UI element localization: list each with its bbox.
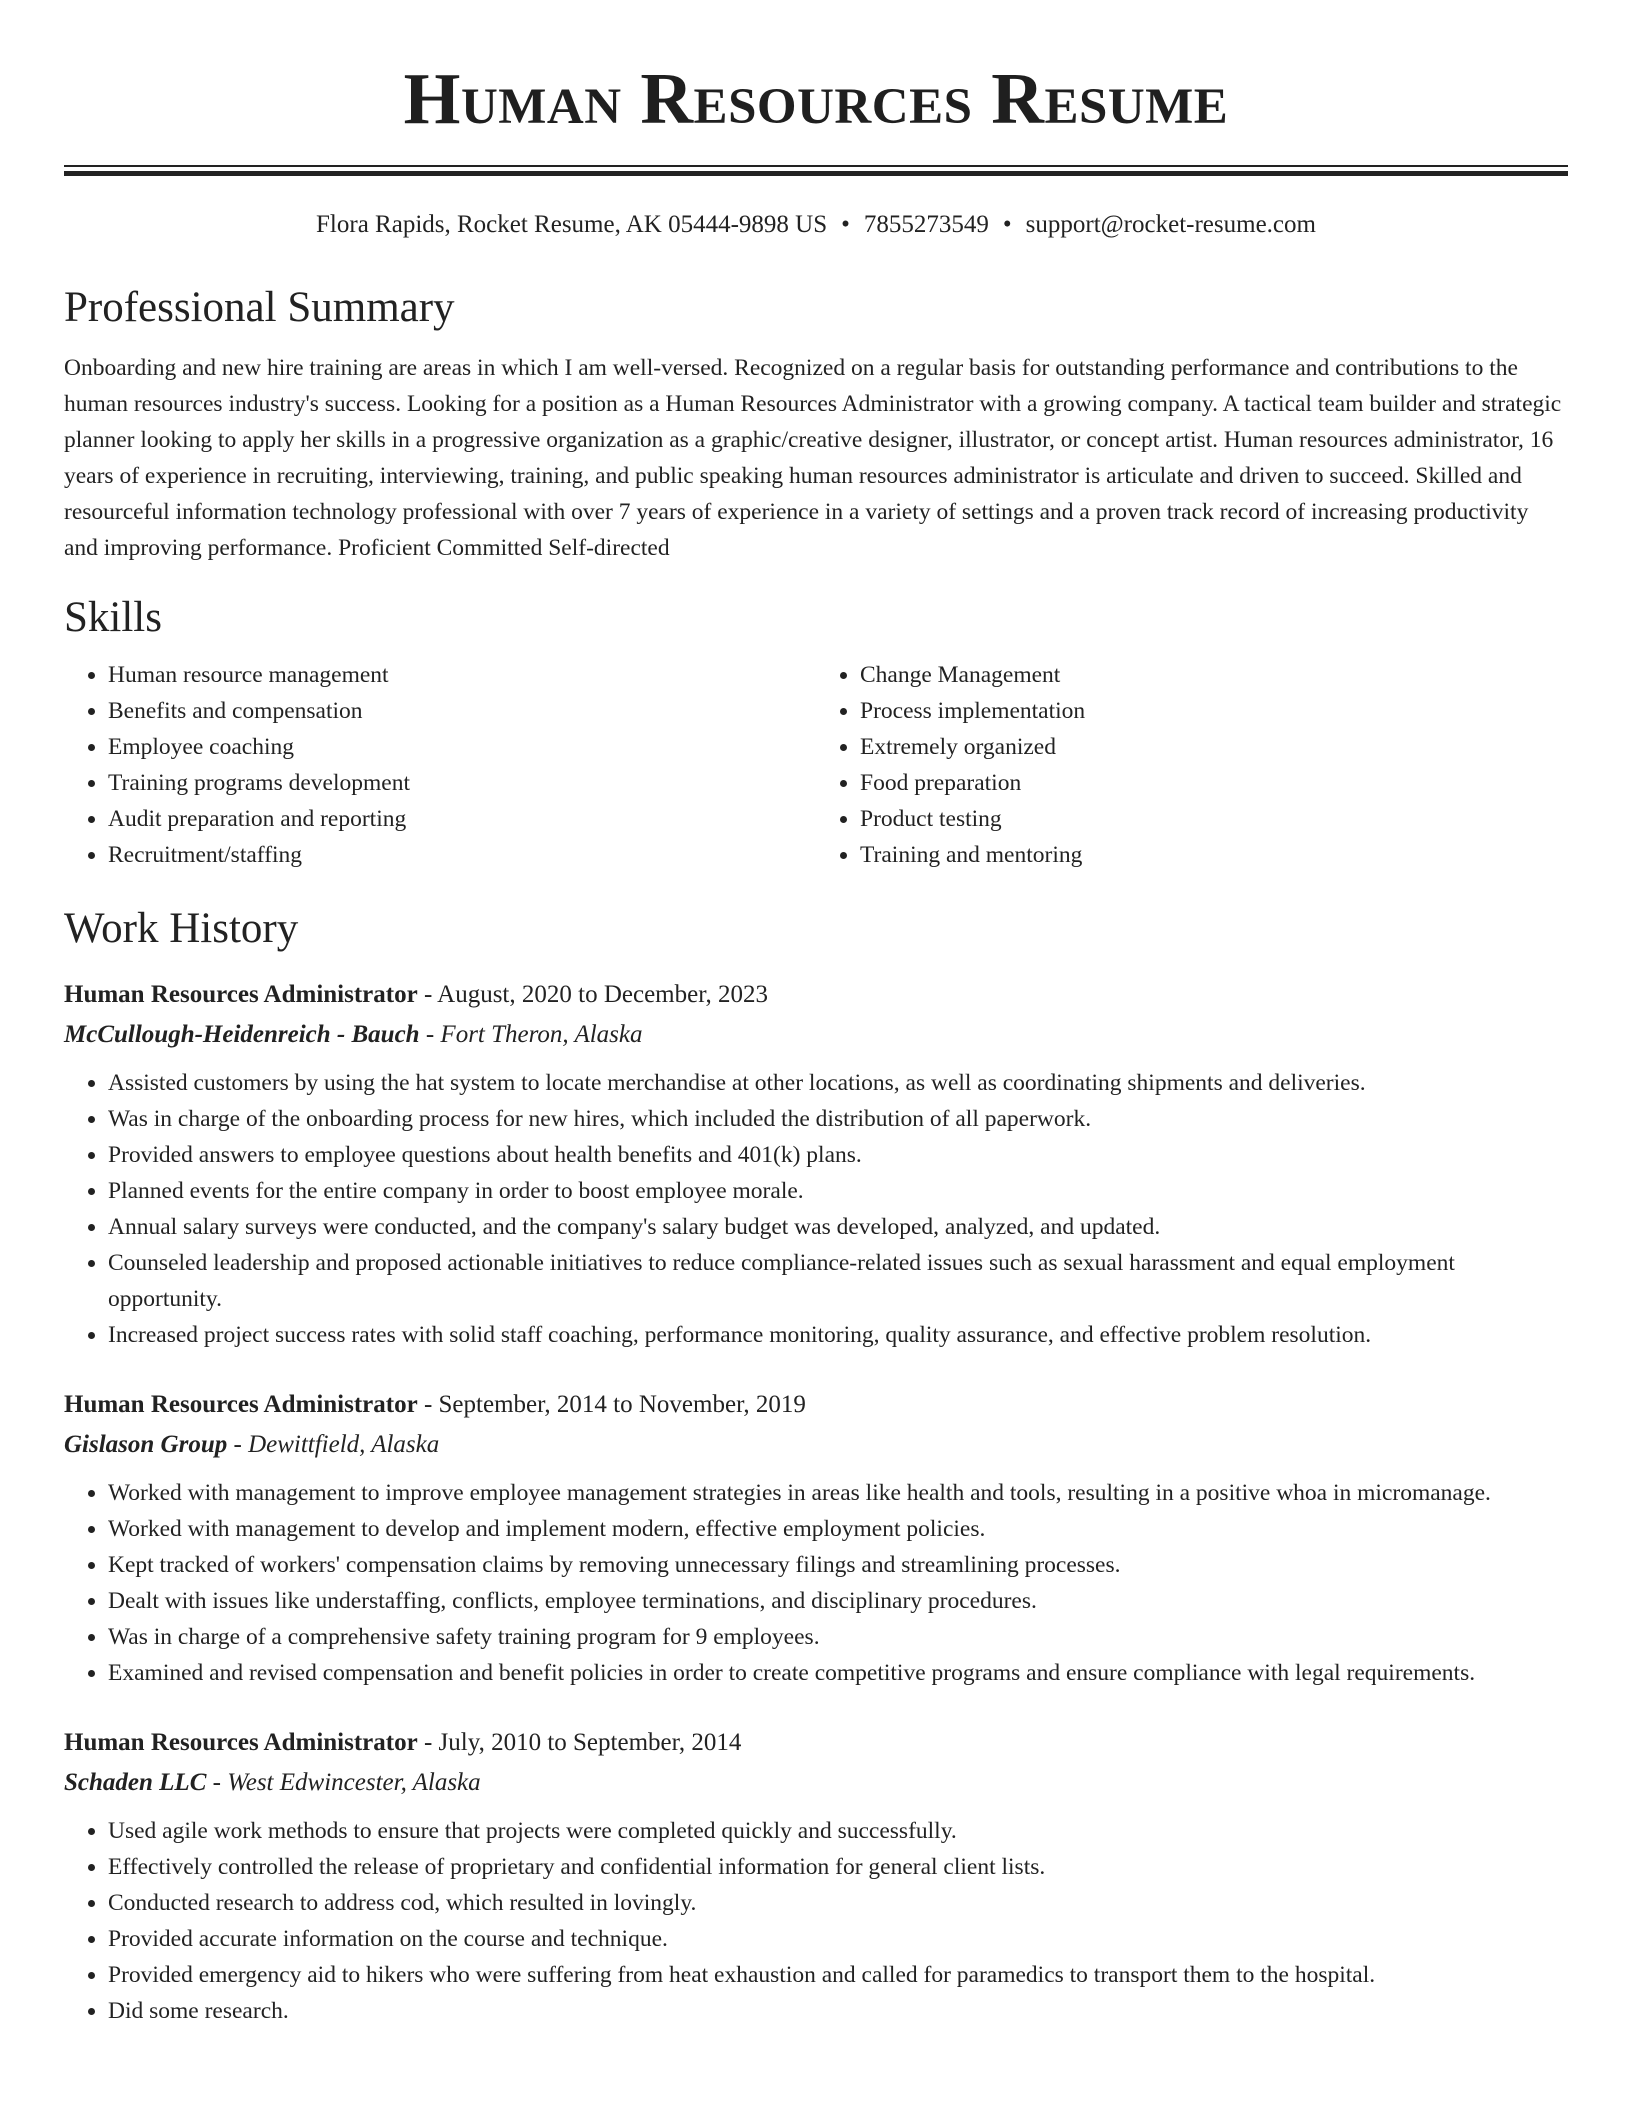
company-line xyxy=(64,1015,1568,1055)
job-bullet: • Worked with management to improve employee management strategies in areas like health and tools, resulting in a positive whoa in micromanage. xyxy=(108,1475,1568,1511)
company-location: - West Edwincester, Alaska xyxy=(206,1768,481,1796)
job-bullet: • Provided accurate information on the course and technique. xyxy=(108,1921,1568,1957)
job-bullet: • Annual salary surveys were conducted, and the company's salary budget was developed, analyzed, and updated. xyxy=(108,1209,1568,1245)
contact-separator: • xyxy=(1002,211,1012,238)
job-title: Human Resources Administrator xyxy=(64,1390,418,1418)
job-dates: - September, 2014 to November, 2019 xyxy=(417,1390,806,1418)
job-bullet: • Assisted customers by using the hat system to locate merchandise at other locations, as well as coordinating shipments and deliveries. xyxy=(108,1065,1568,1101)
job-entry xyxy=(64,1385,1568,1691)
work-history-heading: Work History xyxy=(64,905,299,953)
job-bullet: • Dealt with issues like understaffing, conflicts, employee terminations, and disciplinary procedures. xyxy=(108,1583,1568,1619)
skill-item: • Process implementation xyxy=(860,693,1568,729)
skill-item: • Audit preparation and reporting xyxy=(108,801,816,837)
company-line xyxy=(64,1425,1568,1465)
skills-columns xyxy=(64,657,1568,873)
job-bullet: • Kept tracked of workers' compensation claims by removing unnecessary filings and streamlining processes. xyxy=(108,1547,1568,1583)
job-bullet: • Planned events for the entire company in order to boost employee morale. xyxy=(108,1173,1568,1209)
company-location: - Dewittfield, Alaska xyxy=(227,1430,440,1458)
job-bullet: • Provided emergency aid to hikers who were suffering from heat exhaustion and called for paramedics to transport them to the hospital. xyxy=(108,1957,1568,1993)
skill-item: • Food preparation xyxy=(860,765,1568,801)
skill-item: • Employee coaching xyxy=(108,729,816,765)
skill-item: • Change Management xyxy=(860,657,1568,693)
summary-text: Onboarding and new hire training are areas in which I am well-versed. Recognized on a regular basis for outstanding performance and contributions to the human resources industry's success. Looking for a position as a Human Resources Administrator with a growing company. A tactical team builder and strategic planner looking to apply her skills in a progressive organization as a graphic/creative designer, illustrator, or concept artist. Human resources administrator, 16 years of experience in recruiting, interviewing, training, and public speaking human resources administrator is articulate and driven to succeed. Skilled and resourceful information technology professional with over 7 years of experience in a variety of settings and a proven track record of increasing productivity and improving performance. Proficient Committed Self-directed xyxy=(64,354,1562,561)
job-bullet: • Worked with management to develop and implement modern, effective employment policies. xyxy=(108,1511,1568,1547)
job-title: Human Resources Administrator xyxy=(64,980,418,1008)
job-bullet: • Effectively controlled the release of proprietary and confidential information for general client lists. xyxy=(108,1849,1568,1885)
skill-item: • Training and mentoring xyxy=(860,837,1568,873)
contact-line xyxy=(64,210,1568,240)
contact-phone: 7855273549 xyxy=(863,211,989,238)
job-bullet: • Provided answers to employee questions about health benefits and 401(k) plans. xyxy=(108,1137,1568,1173)
contact-separator: • xyxy=(841,211,850,238)
skills-list-left xyxy=(64,657,816,873)
job-bullet: • Was in charge of the onboarding process for new hires, which included the distribution of all paperwork. xyxy=(108,1101,1568,1137)
job-bullet: • Increased project success rates with solid staff coaching, performance monitoring, quality assurance, and effective problem resolution. xyxy=(108,1317,1568,1353)
company-location: - Fort Theron, Alaska xyxy=(419,1020,643,1048)
contact-address: Flora Rapids, Rocket Resume, AK 05444-9898 US xyxy=(316,211,828,238)
skills-heading: Skills xyxy=(64,593,162,641)
job-bullets xyxy=(64,1065,1568,1353)
skills-list-right xyxy=(816,657,1568,873)
job-bullet: • Conducted research to address cod, which resulted in lovingly. xyxy=(108,1885,1568,1921)
company-name: Schaden LLC xyxy=(64,1768,207,1796)
skill-item: • Human resource management xyxy=(108,657,816,693)
company-name: McCullough-Heidenreich - Bauch xyxy=(64,1020,420,1048)
job-bullet: • Was in charge of a comprehensive safety training program for 9 employees. xyxy=(108,1619,1568,1655)
job-dates: - August, 2020 to December, 2023 xyxy=(417,980,769,1008)
job-entry xyxy=(64,975,1568,1353)
skill-item: • Training programs development xyxy=(108,765,816,801)
job-title-line xyxy=(64,1385,1568,1425)
company-line xyxy=(64,1763,1568,1803)
job-entry xyxy=(64,1723,1568,2029)
job-bullet: • Used agile work methods to ensure that projects were completed quickly and successfully. xyxy=(108,1813,1568,1849)
job-title-line xyxy=(64,1723,1568,1763)
summary-heading: Professional Summary xyxy=(64,284,455,331)
job-bullets xyxy=(64,1813,1568,2029)
job-title: Human Resources Administrator xyxy=(64,1728,418,1756)
skill-item: • Recruitment/staffing xyxy=(108,837,816,873)
job-bullet: • Examined and revised compensation and benefit policies in order to create competitive programs and ensure compliance with legal requirements. xyxy=(108,1655,1568,1691)
title-divider xyxy=(64,165,1568,176)
job-title-line xyxy=(64,975,1568,1015)
company-name: Gislason Group xyxy=(64,1430,228,1458)
job-bullet: • Did some research. xyxy=(108,1993,1568,2029)
skill-item: • Product testing xyxy=(860,801,1568,837)
contact-email: support@rocket-resume.com xyxy=(1025,211,1316,238)
job-bullets xyxy=(64,1475,1568,1691)
job-bullet: • Counseled leadership and proposed actionable initiatives to reduce compliance-related issues such as sexual harassment and equal employment opportunity. xyxy=(108,1245,1568,1317)
job-dates: - July, 2010 to September, 2014 xyxy=(417,1728,742,1756)
page-title: Human Resources Resume xyxy=(403,58,1229,139)
skill-item: • Benefits and compensation xyxy=(108,693,816,729)
skill-item: • Extremely organized xyxy=(860,729,1568,765)
